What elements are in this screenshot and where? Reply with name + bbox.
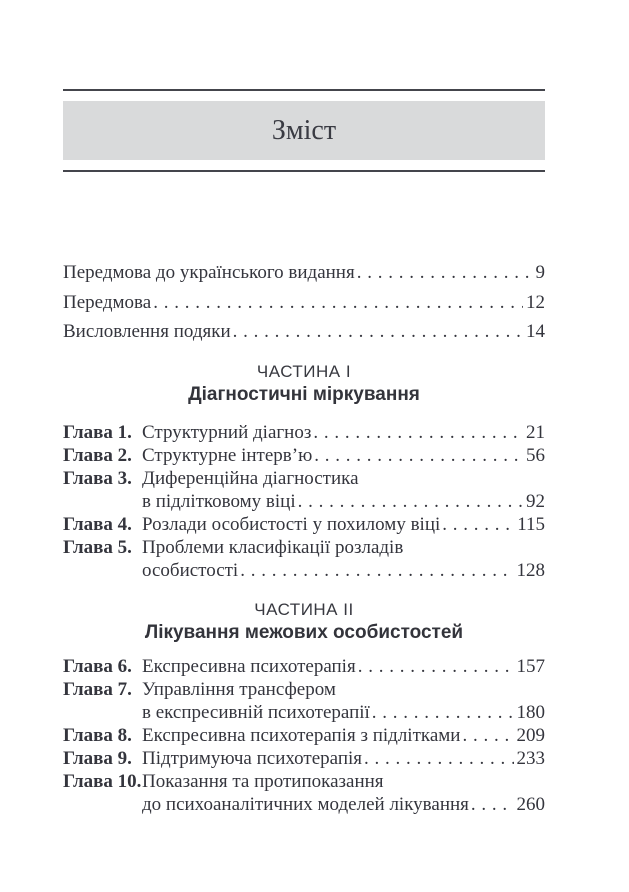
dot-leader: [240, 559, 513, 582]
part-1-kicker: ЧАСТИНА I: [256, 361, 352, 381]
chapter-page: 180: [516, 701, 545, 723]
chapter-label: Глава 6.: [63, 655, 132, 677]
contents-banner: [63, 101, 545, 160]
chapter-title: Структурний діагноз: [142, 421, 312, 443]
dot-leader: [358, 655, 514, 678]
chapter-page: 21: [526, 421, 545, 443]
toc-entry: [63, 288, 545, 318]
chapter-label: Глава 3.: [63, 467, 132, 489]
dot-leader: [357, 258, 533, 288]
chapter-entry: [63, 421, 545, 444]
chapter-entry: [63, 678, 545, 701]
toc-entry: [63, 317, 545, 347]
toc-entry-page: 14: [526, 321, 545, 342]
toc-entry-page: 12: [526, 291, 545, 313]
dot-leader: [442, 513, 514, 536]
part-2-kicker: ЧАСТИНА II: [254, 599, 354, 619]
chapter-title-continuation: особистості: [142, 559, 239, 581]
part-1-chapter-list: [63, 421, 545, 582]
toc-entry-title: Передмова до українського видання: [63, 262, 355, 283]
chapter-entry: [63, 724, 545, 747]
chapter-entry: [63, 444, 545, 467]
chapter-title: Експресивна психотерапія: [142, 655, 356, 677]
part-1-section: [63, 361, 545, 582]
chapter-title: Розлади особистості у похилому віці: [142, 513, 441, 535]
part-1-title: Діагностичні міркування: [188, 383, 420, 405]
dot-leader: [462, 724, 513, 747]
chapter-label: Глава 4.: [63, 513, 132, 535]
chapter-label: Глава 8.: [63, 724, 132, 746]
front-matter-list: [63, 258, 545, 347]
chapter-title: Диференційна діагностика: [142, 467, 359, 489]
chapter-title: Структурне інтерв’ю: [142, 444, 313, 466]
top-rule: [63, 89, 545, 91]
dot-leader: [233, 317, 523, 347]
chapter-title: Проблеми класифікації розладів: [142, 536, 404, 558]
dot-leader: [372, 701, 514, 724]
dot-leader: [314, 444, 523, 467]
chapter-title: Експресивна психотерапія з підлітками: [142, 724, 461, 746]
chapter-label: Глава 1.: [63, 421, 132, 443]
dot-leader: [471, 793, 514, 816]
chapter-page: 233: [516, 747, 545, 769]
chapter-label: Глава 5.: [63, 536, 132, 558]
toc-entry-page: 9: [535, 262, 545, 283]
chapter-page: 56: [526, 444, 545, 466]
toc-entry: [63, 258, 545, 288]
contents-block: [63, 0, 545, 816]
chapter-page: 115: [517, 513, 545, 535]
part-2-section: [63, 599, 545, 816]
chapter-page: 157: [516, 655, 545, 677]
chapter-page: 128: [516, 559, 545, 581]
chapter-entry: [63, 513, 545, 536]
chapter-entry-continuation: [63, 701, 545, 724]
chapter-page: 260: [516, 793, 545, 815]
dot-leader: [298, 490, 523, 513]
chapter-label: Глава 2.: [63, 444, 132, 466]
toc-entry-title: Передмова: [63, 291, 152, 313]
dot-leader: [153, 288, 523, 318]
dot-leader: [313, 421, 523, 444]
chapter-entry: [63, 770, 545, 793]
chapter-label: Глава 9.: [63, 747, 132, 769]
chapter-page: 92: [526, 490, 545, 512]
chapter-label: Глава 10.: [63, 770, 142, 792]
chapter-entry: [63, 536, 545, 559]
chapter-entry: [63, 467, 545, 490]
chapter-entry-continuation: [63, 559, 545, 582]
chapter-title: Показання та протипоказання: [142, 770, 384, 792]
chapter-entry: [63, 655, 545, 678]
chapter-title-continuation: в експресивній психотерапії: [142, 701, 370, 723]
chapter-title-continuation: до психоаналітичних моделей лікування: [142, 793, 469, 815]
chapter-entry-continuation: [63, 793, 545, 816]
chapter-title: Управління трансфером: [142, 678, 336, 700]
part-2-title: Лікування межових особистостей: [144, 621, 464, 643]
chapter-entry-continuation: [63, 490, 545, 513]
chapter-label: Глава 7.: [63, 678, 132, 700]
chapter-title-continuation: в підлітковому віці: [142, 490, 296, 512]
chapter-title: Підтримуюча психотерапія: [142, 747, 363, 769]
bottom-rule: [63, 170, 545, 172]
chapter-entry: [63, 747, 545, 770]
dot-leader: [364, 747, 513, 770]
chapter-page: 209: [516, 724, 545, 746]
toc-entry-title: Висловлення подяки: [63, 321, 231, 342]
part-2-chapter-list: [63, 655, 545, 816]
page-title: Зміст: [271, 114, 337, 146]
